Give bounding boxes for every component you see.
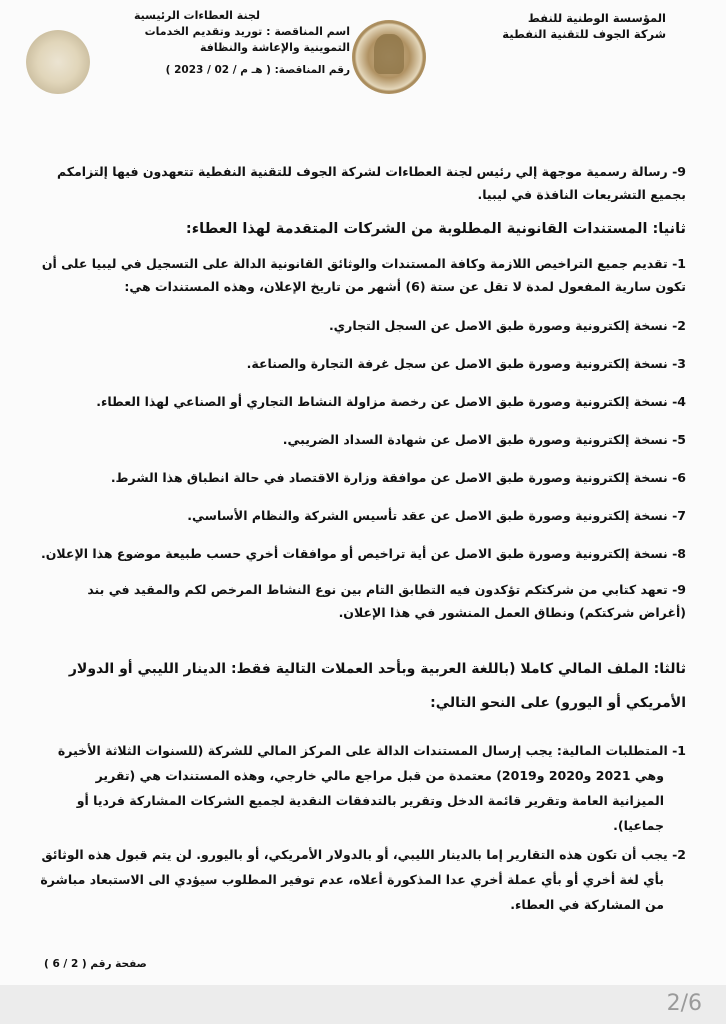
section-2-item-2: 2- نسخة إلكترونية وصورة طبق الاصل عن السجل التجاري. — [328, 318, 686, 333]
section-3-item-1: 1- المتطلبات المالية: يجب إرسال المستندات الدالة على المركز المالي للشركة (للسنوات الثلاثة الأخيرة وهي 2021 و2020 و2019) معتمدة من قبل مراجع مالي خارجي، وهذه المستندات هي (تقرير الميزانية العامة وتقرير قائمة الدخل وتقرير بالتدفقات النقدية لجميع الشركات المشاركة فرديا أو جماعيا). — [57, 743, 686, 833]
section-2-item-3: 3- نسخة إلكترونية وصورة طبق الاصل عن سجل غرفة التجارة والصناعة. — [246, 356, 686, 371]
committee-header — [112, 8, 350, 78]
section-2-item-8: 8- نسخة إلكترونية وصورة طبق الاصل عن أية تراخيص أو موافقات أخري حسب طبيعة موضوع هذا الإعلان. — [41, 546, 686, 561]
section-2-item-5: 5- نسخة إلكترونية وصورة طبق الاصل عن شهادة السداد الضريبي. — [282, 432, 686, 447]
document-body — [40, 160, 686, 917]
tender-name: اسم المناقصة : توريد وتقديم الخدمات التموينية والإعاشة والنظافة — [144, 25, 350, 54]
section-3-heading: ثالثا: الملف المالي كاملا (باللغة العربية وبأحد العملات التالية فقط: الدينار الليبي أو الدولار الأمريكي أو اليورو) على النحو التالي: — [68, 661, 686, 711]
page-footer: صفحة رقم ( 2 / 6 ) — [44, 958, 147, 970]
section-2-item-7: 7- نسخة إلكترونية وصورة طبق الاصل عن عقد تأسيس الشركة والنظام الأساسي. — [187, 508, 686, 523]
section-3-item-2: 2- يجب أن تكون هذه التقارير إما بالدينار الليبي، أو بالدولار الأمريكي، أو باليورو. لن يتم قبول هذه الوثائق بأي لغة أخري أو بأي عملة أخري عدا المذكورة أعلاه، عدم توفير المطلوب سيؤدي الى الاستبعاد مباشرة من المشاركة في العطاء. — [40, 847, 686, 912]
viewer-page-counter: 2/6 — [666, 991, 702, 1016]
company-logo — [352, 20, 426, 94]
committee-name: لجنة العطاءات الرئيسية — [134, 9, 261, 22]
section-2-item-6: 6- نسخة إلكترونية وصورة طبق الاصل عن موافقة وزارة الاقتصاد في حالة انطباق هذا الشرط. — [110, 470, 686, 485]
org-name: المؤسسة الوطنية للنفط — [527, 11, 666, 25]
section-2-item-4: 4- نسخة إلكترونية وصورة طبق الاصل عن رخصة مزاولة النشاط التجاري أو الصناعي لهذا العطاء. — [96, 394, 686, 409]
paragraph-item-9: 9- رسالة رسمية موجهة إلي رئيس لجنة العطاءات لشركة الجوف للتقنية النفطية تتعهدون فيها إلتزامكم بجميع التشريعات النافذة في ليبيا. — [56, 164, 686, 202]
company-name: شركة الجوف للتقنية النفطية — [502, 27, 666, 41]
section-2-item-1: 1- تقديم جميع التراخيص اللازمة وكافة المستندات والوثائق القانونية الدالة على التسجيل في ليبيا على أن تكون سارية المفعول لمدة لا تقل عن ستة (6) أشهر من تاريخ الإعلان، وهذه المستندات هي: — [41, 256, 686, 294]
section-2-heading: ثانيا: المستندات القانونية المطلوبة من الشركات المتقدمة لهذا العطاء: — [185, 221, 686, 237]
committee-seal — [26, 30, 90, 94]
organization-header — [502, 10, 666, 42]
section-2-item-9: 9- تعهد كتابي من شركتكم تؤكدون فيه التطابق التام بين نوع النشاط المرخص لكم والمقيد في بند (أغراض شركتكم) ونطاق العمل المنشور في هذا الإعلان. — [87, 582, 686, 620]
tender-number: رقم المناقصة: ( هـ م / 02 / 2023 ) — [165, 64, 350, 76]
